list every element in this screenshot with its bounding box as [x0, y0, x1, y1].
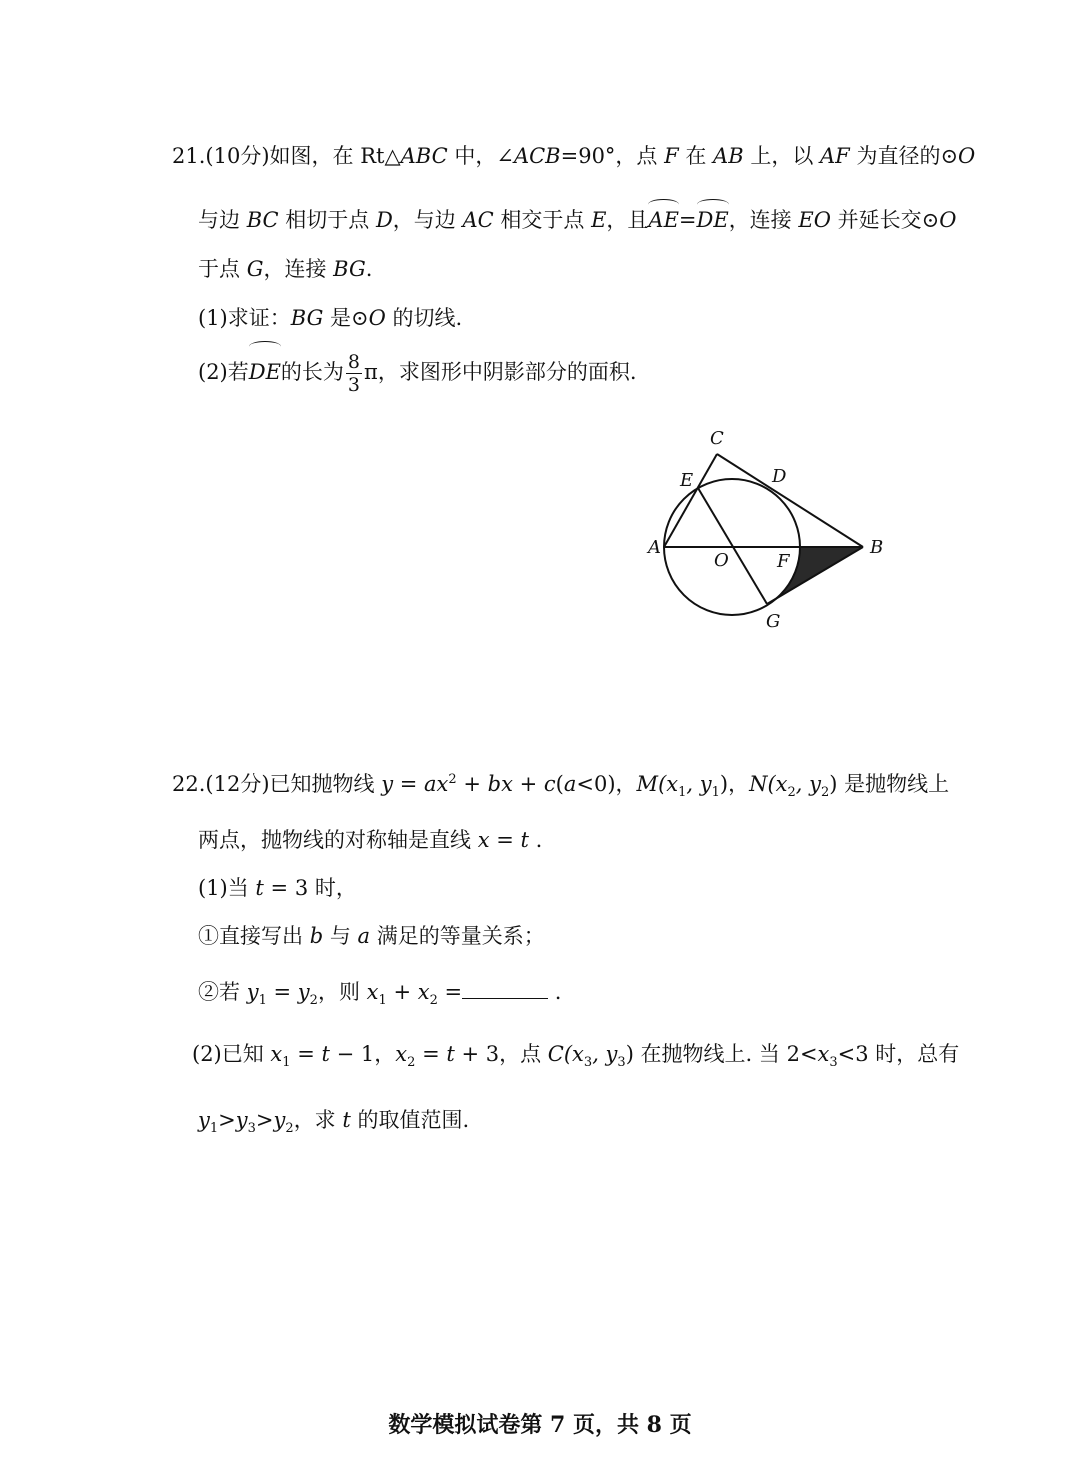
label-c: C [710, 428, 724, 449]
arc-de: DE [696, 208, 729, 232]
q21-number: 21. [172, 144, 206, 168]
q22-sub-1: ①直接写出 b 与 a 满足的等量关系； [198, 924, 545, 948]
label-b: B [870, 537, 884, 558]
q22-number: 22. [172, 772, 206, 796]
q22-part-1: (1)当 t = 3 时， [198, 876, 357, 900]
q21-line-3: 于点 G，连接 BG. [198, 257, 373, 281]
q21-part-2: (2)若DE的长为 $\frac{8}{3}$ π，求图形中阴影部分的面积. [198, 348, 637, 396]
q22-line-1: 22.(12分)已知抛物线 $y = ax^2$ + bx + c(a<0)，$M(x_1$, $y_1$)，$N(x_2$, $y_2$) 是抛物线上 [172, 772, 950, 801]
q22-part-2: (2)已知 $x_1 = t - 1$，$x_2 = t + 3$，点 $C(x_3$, $y_3$) 在抛物线上. 当 $2<x_3<3$ 时，总有 [192, 1042, 960, 1071]
page-footer: 数学模拟试卷第 7 页，共 8 页 [388, 1412, 692, 1438]
q22-part-2-cont: $y_1>y_3>y_2$，求 t 的取值范围. [198, 1108, 470, 1137]
answer-blank[interactable] [462, 980, 548, 999]
fraction-8-3: $\frac{8}{3}$ [347, 351, 361, 396]
arc-de-2: DE [249, 348, 281, 396]
q22-line-2: 两点，抛物线的对称轴是直线 x = t . [198, 828, 543, 852]
segment-cb [717, 454, 863, 547]
label-f: F [777, 551, 790, 572]
q22-sub-2: ②若 $y_1 = y_2$，则 $x_1 + x_2$ = . [198, 980, 562, 1009]
q21-line-1: 21.(10分)如图，在 Rt△ABC 中，∠ACB=90°，点 F 在 AB 上，以 AF 为直径的⊙O [172, 144, 976, 168]
label-g: G [766, 611, 781, 632]
q21-part-1: (1)求证：BG 是⊙O 的切线. [198, 306, 463, 330]
arc-ae: AE [648, 208, 679, 232]
label-e: E [680, 470, 694, 491]
label-d: D [772, 466, 787, 487]
label-a: A [648, 537, 661, 558]
geometry-figure [640, 420, 900, 640]
segment-ac [664, 454, 717, 547]
label-o: O [714, 550, 729, 571]
q21-line-2: 与边 BC 相切于点 D，与边 AC 相交于点 E，且AE=DE，连接 EO 并延长交⊙O [198, 208, 957, 232]
